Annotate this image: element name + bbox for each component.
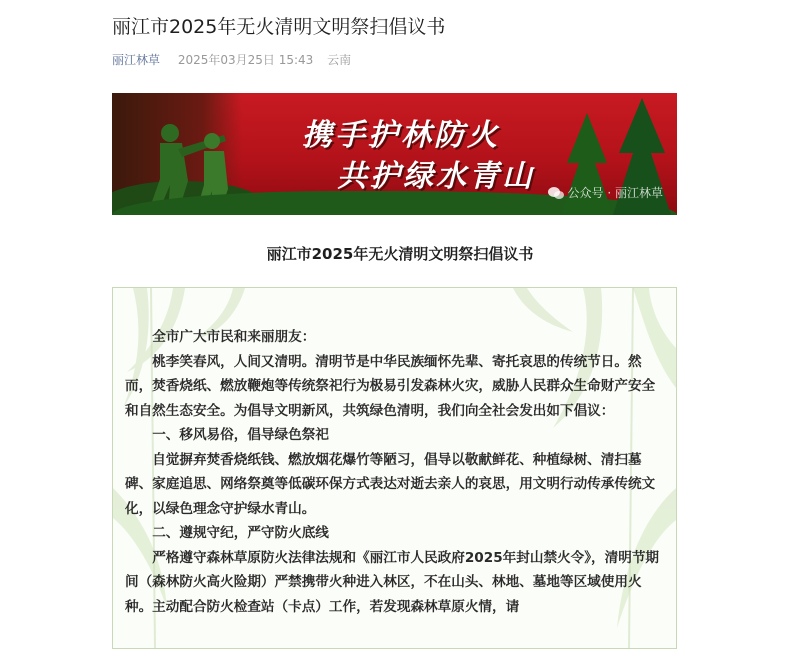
paragraph: 严格遵守森林草原防火法律法规和《丽江市人民政府2025年封山禁火令》，清明节期间（森林防火高火险期）严禁携带火种进入林区，不在山头、林地、墓地等区域使用火种。主动配合防火检查站（卡点）工作，若发现森林草原火情，请 bbox=[125, 549, 660, 615]
document-body bbox=[125, 325, 664, 619]
banner-slogan-1: 携手护林防火 bbox=[302, 118, 500, 153]
wechat-icon bbox=[548, 186, 564, 200]
paragraph: 自觉摒弃焚香烧纸钱、燃放烟花爆竹等陋习，倡导以敬献鲜花、种植绿树、清扫墓碑、家庭追思、网络祭奠等低碳环保方式表达对逝去亲人的哀思，用文明行动传承传统文化，以绿色理念守护绿水青山。 bbox=[125, 451, 656, 517]
article-title: 丽江市2025年无火清明文明祭扫倡议书 bbox=[112, 16, 446, 38]
paragraph: 桃李笑春风，人间又清明。清明节是中华民族缅怀先辈、寄托哀思的传统节日。然而，焚香烧纸、燃放鞭炮等传统祭祀行为极易引发森林火灾，威胁人民群众生命财产安全和自然生态安全。为倡导文明新风，共筑绿色清明，我们向全社会发出如下倡议： bbox=[125, 353, 656, 419]
document-heading: 丽江市2025年无火清明文明祭扫倡议书 bbox=[266, 245, 534, 263]
article-meta bbox=[112, 51, 351, 68]
banner-watermark: 公众号 · 丽江林草 bbox=[548, 184, 663, 201]
document-card bbox=[112, 287, 677, 649]
section-heading: 二、遵规守纪，严守防火底线 bbox=[152, 525, 329, 541]
banner-image bbox=[112, 93, 677, 215]
section-heading: 一、移风易俗，倡导绿色祭祀 bbox=[152, 427, 329, 443]
publish-time: 2025年03月25日 15:43 bbox=[177, 53, 314, 67]
paragraph: 全市广大市民和来丽朋友： bbox=[152, 329, 316, 345]
account-name-link[interactable]: 丽江林草 bbox=[112, 53, 161, 67]
publish-location: 云南 bbox=[327, 53, 352, 67]
banner-slogan-2: 共护绿水青山 bbox=[337, 159, 535, 194]
